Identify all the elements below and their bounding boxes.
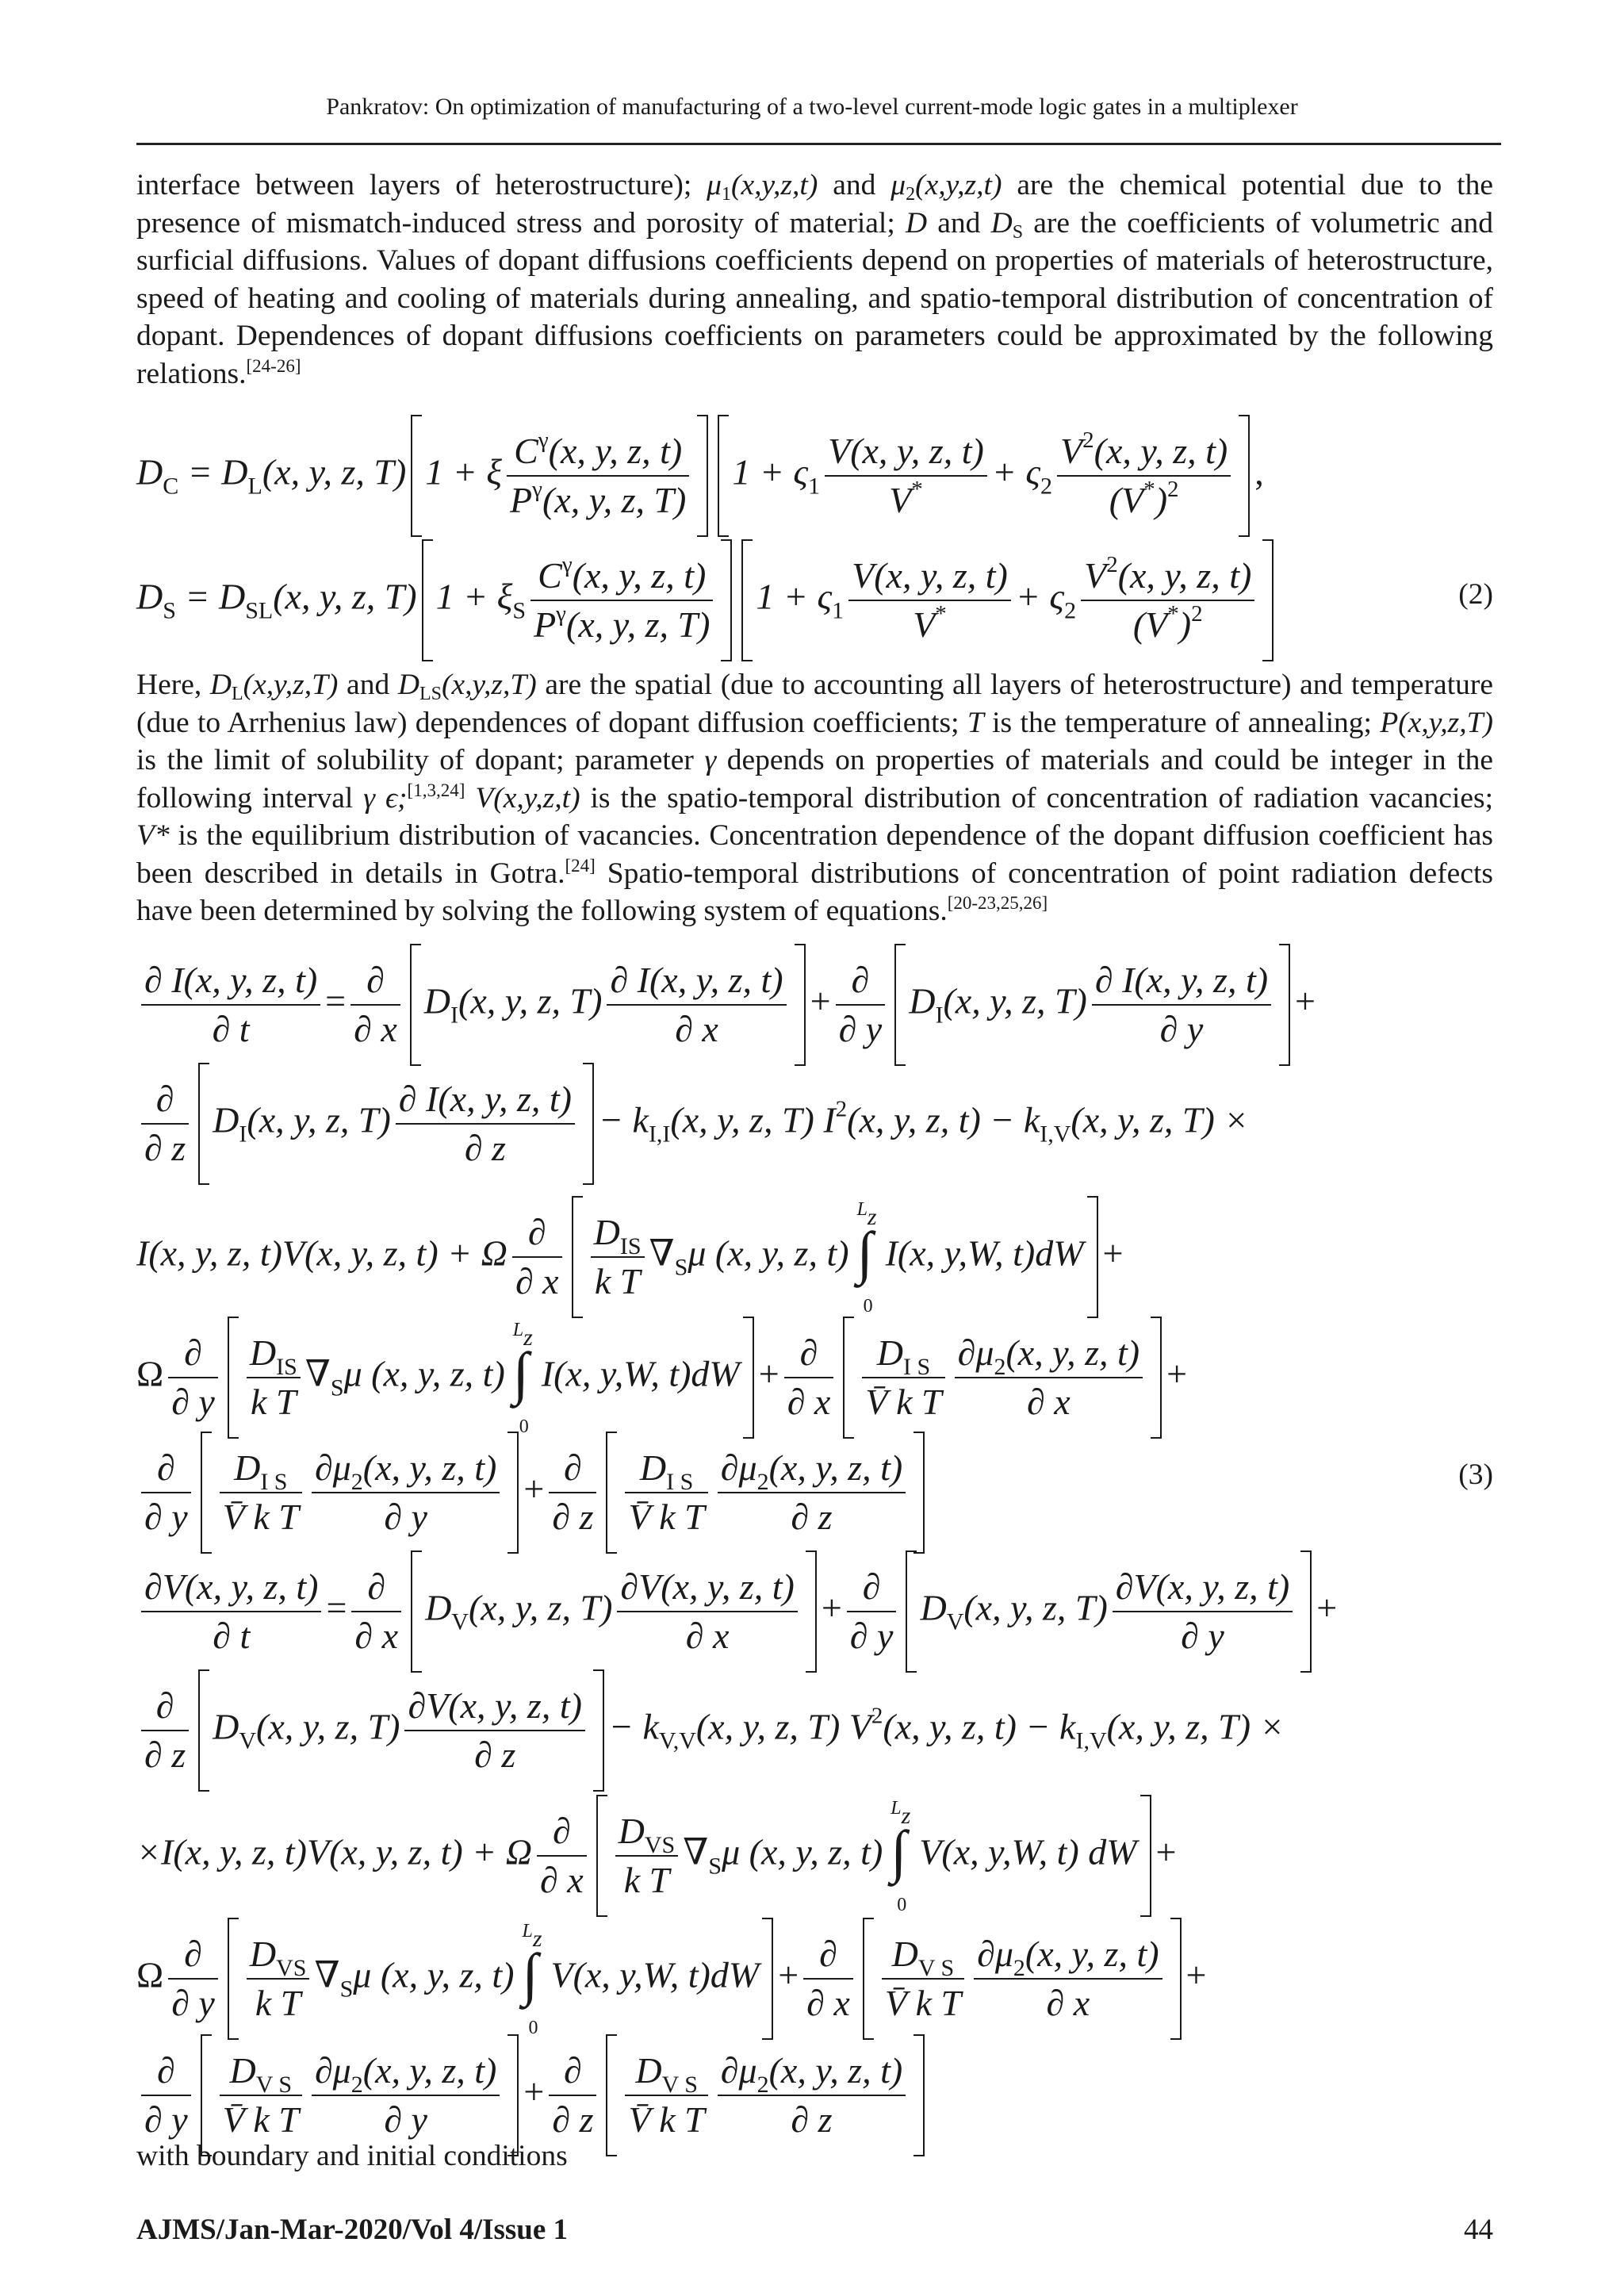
equation-3-row-10: $\frac{\partial}{\partial y}$ $\frac{D_{V S}}{\text{V̄ k T}}$ $\frac{\partial\mu_2(x, y, z, t)}{\partial y}$ + $\frac{\partial}{\partial z}$ $\frac{D_{V S}}{\text{V̄ k T}}$ $\frac{\partial\mu_2(x, y, z, t)}{\partial z}$ xyxy=(136,2034,929,2156)
fraction: $\frac{C^\gamma(x, y, z, t)}{P^\gamma(x, y, z, T)}$ xyxy=(530,558,713,643)
integral-sign: $L_z$ ∫ 0 xyxy=(512,1320,533,1437)
citation: [24] xyxy=(565,855,596,876)
journal-footer: AJMS/Jan-Mar-2020/Vol 4/Issue 1 xyxy=(136,2214,569,2246)
equation-2-line-1: $D_C = D_L(x$, y, z, T) 1 + ξ $\frac{C^\gamma(x, y, z, t)}{P^\gamma(x, y, z, T)}$ $1 + \varsigma_1$ $\frac{V(x, y, z, t)}{V^*}$ + $\varsigma_2$ $\frac{V^2(x, y, z, t)}{(V^*)^2}$ , xyxy=(136,415,1264,537)
equation-3-row-7: $\frac{\partial}{\partial z}$ $D_V(x$, y, z, T) $\frac{\partial V(x, y, z, t)}{\partial z}$ − $k_{V,V}(x$, y, z, T) $V^2(x$, y, z, $t) - k_{I,V}(x$, y, z, T) × xyxy=(136,1669,1285,1792)
fraction: $\frac{V(x, y, z, t)}{V^*}$ xyxy=(825,433,987,519)
equation-3-row-8: ×I(x, y, z, t)V(x, y, z, t) + Ω $\frac{\partial}{\partial x}$ $\frac{D_{VS}}{\text{k T}}$ $\nabla_S\mu$ (x, y, z, t) $L_z$ ∫ 0 V(x, y,W, t) dW + xyxy=(136,1795,1176,1917)
equation-3-row-1: $\frac{\partial I(x, y, z, t)}{\partial t}$ = $\frac{\partial}{\partial x}$ $D_I(x$, y, z, T) $\frac{\partial I(x, y, z, t)}{\partial x}$ + $\frac{\partial}{\partial y}$ $D_I(x$, y, z, T) $\frac{\partial I(x, y, z, t)}{\partial y}$ + xyxy=(136,944,1316,1066)
page-number: 44 xyxy=(1464,2214,1493,2246)
equation-2-line-2: $D_S = D_{SL}(x$, y, z, T) $1 + \xi_S$ $\frac{C^\gamma(x, y, z, t)}{P^\gamma(x, y, z, T)}$ $1 + \varsigma_1$ $\frac{V(x, y, z, t)}{V^*}$ + $\varsigma_2$ $\frac{V^2(x, y, z, t)}{(V^*)^2}$ xyxy=(136,539,1278,661)
equation-3-row-4: Ω $\frac{\partial}{\partial y}$ $\frac{D_{IS}}{\text{k T}}$ $\nabla_S\mu$ (x, y, z, t) $L_z$ ∫ 0 I(x, y,W, t)dW + $\frac{\partial}{\partial x}$ $\frac{D_{I S}}{\text{V̄ k T}}$ $\frac{\partial\mu_2(x, y, z, t)}{\partial x}$ + xyxy=(136,1317,1187,1439)
equation-number-3: (3) xyxy=(1458,1458,1493,1491)
equation-3-row-2: $\frac{\partial}{\partial z}$ $D_I(x$, y, z, T) $\frac{\partial I(x, y, z, t)}{\partial z}$ − $k_{I,I}(x$, y, z, T) $I^2(x$, y, z, $t) - k_{I,V}(x$, y, z, T) × xyxy=(136,1063,1248,1185)
fraction: $\frac{C^\gamma(x, y, z, t)}{P^\gamma(x, y, z, T)}$ xyxy=(507,433,689,519)
fraction: $\frac{V^2(x, y, z, t)}{(V^*)^2}$ xyxy=(1081,558,1254,643)
equation-3-row-3: I(x, y, z, t)V(x, y, z, t) + Ω $\frac{\partial}{\partial x}$ $\frac{D_{IS}}{\text{k T}}$ $\nabla_S\mu$ (x, y, z, t) $L_z$ ∫ 0 I(x, y,W, t)dW + xyxy=(136,1196,1123,1318)
fraction: $\frac{V(x, y, z, t)}{V^*}$ xyxy=(848,558,1011,643)
paragraph-definitions: Here, $D_L(x,y,z,T)$ and $D_{LS}(x,y,z,T)$ are the spatial (due to accounting all layers of heterostructure) and temperature (due to Arrhenius law) dependences of dopant diffusion coefficients; T is the temperature of annealing; P(x,y,z,T) is the limit of solubility of dopant; parameter γ depends on properties of materials and could be integer in the following interval γ ϵ;[1,3,24] V(x,y,z,t) is the spatio-temporal distribution of concentration of radiation vacancies; V* is the equilibrium distribution of vacancies. Concentration dependence of the dopant diffusion coefficient has been described in details in Gotra.[24] Spatio-temporal distributions of concentration of point radiation defects have been determined by solving the following system of equations.[20-23,25,26] xyxy=(136,669,1494,927)
running-title: Pankratov: On optimization of manufacturing of a two-level current-mode logic gates in a multiplexer xyxy=(326,94,1298,120)
paragraph-intro: interface between layers of heterostructure); $\mu_1(x,y,z,t)$ and $\mu_2(x,y,z,t)$ are the chemical potential due to the presence of mismatch-induced stress and porosity of material; D and $D_S$ are the coefficients of volumetric and surficial diffusions. Values of dopant diffusions coefficients depend on properties of materials of heterostructure, speed of heating and cooling of materials during annealing, and spatio-temporal distribution of concentration of dopant. Dependences of dopant diffusions coefficients on parameters could be approximated by the following relations.[24-26] xyxy=(136,169,1493,390)
equation-3-row-6: $\frac{\partial V(x, y, z, t)}{\partial t}$ = $\frac{\partial}{\partial x}$ $D_V(x$, y, z, T) $\frac{\partial V(x, y, z, t)}{\partial x}$ + $\frac{\partial}{\partial y}$ $D_V(x$, y, z, T) $\frac{\partial V(x, y, z, t)}{\partial y}$ + xyxy=(136,1550,1337,1673)
integral-sign: $L_z$ ∫ 0 xyxy=(522,1921,542,2038)
equation-3-row-5: $\frac{\partial}{\partial y}$ $\frac{D_{I S}}{\text{V̄ k T}}$ $\frac{\partial\mu_2(x, y, z, t)}{\partial y}$ + $\frac{\partial}{\partial z}$ $\frac{D_{I S}}{\text{V̄ k T}}$ $\frac{\partial\mu_2(x, y, z, t)}{\partial z}$ xyxy=(136,1432,929,1554)
integral-sign: $L_z$ ∫ 0 xyxy=(856,1199,877,1317)
integral-sign: $L_z$ ∫ 0 xyxy=(891,1798,911,1915)
equation-3-row-9: Ω $\frac{\partial}{\partial y}$ $\frac{D_{VS}}{\text{k T}}$ $\nabla_S\mu$ (x, y, z, t) $L_z$ ∫ 0 V(x, y,W, t)dW + $\frac{\partial}{\partial x}$ $\frac{D_{V S}}{\text{V̄ k T}}$ $\frac{\partial\mu_2(x, y, z, t)}{\partial x}$ + xyxy=(136,1918,1207,2040)
paragraph-conditions: with boundary and initial conditions xyxy=(136,2140,568,2172)
fraction: $\frac{V^2(x, y, z, t)}{(V^*)^2}$ xyxy=(1057,433,1231,519)
citation: [1,3,24] xyxy=(407,780,465,800)
citation: [24-26] xyxy=(246,355,301,376)
equation-number-2: (2) xyxy=(1458,578,1493,611)
citation: [20-23,25,26] xyxy=(947,893,1048,913)
header-rule xyxy=(136,143,1501,145)
